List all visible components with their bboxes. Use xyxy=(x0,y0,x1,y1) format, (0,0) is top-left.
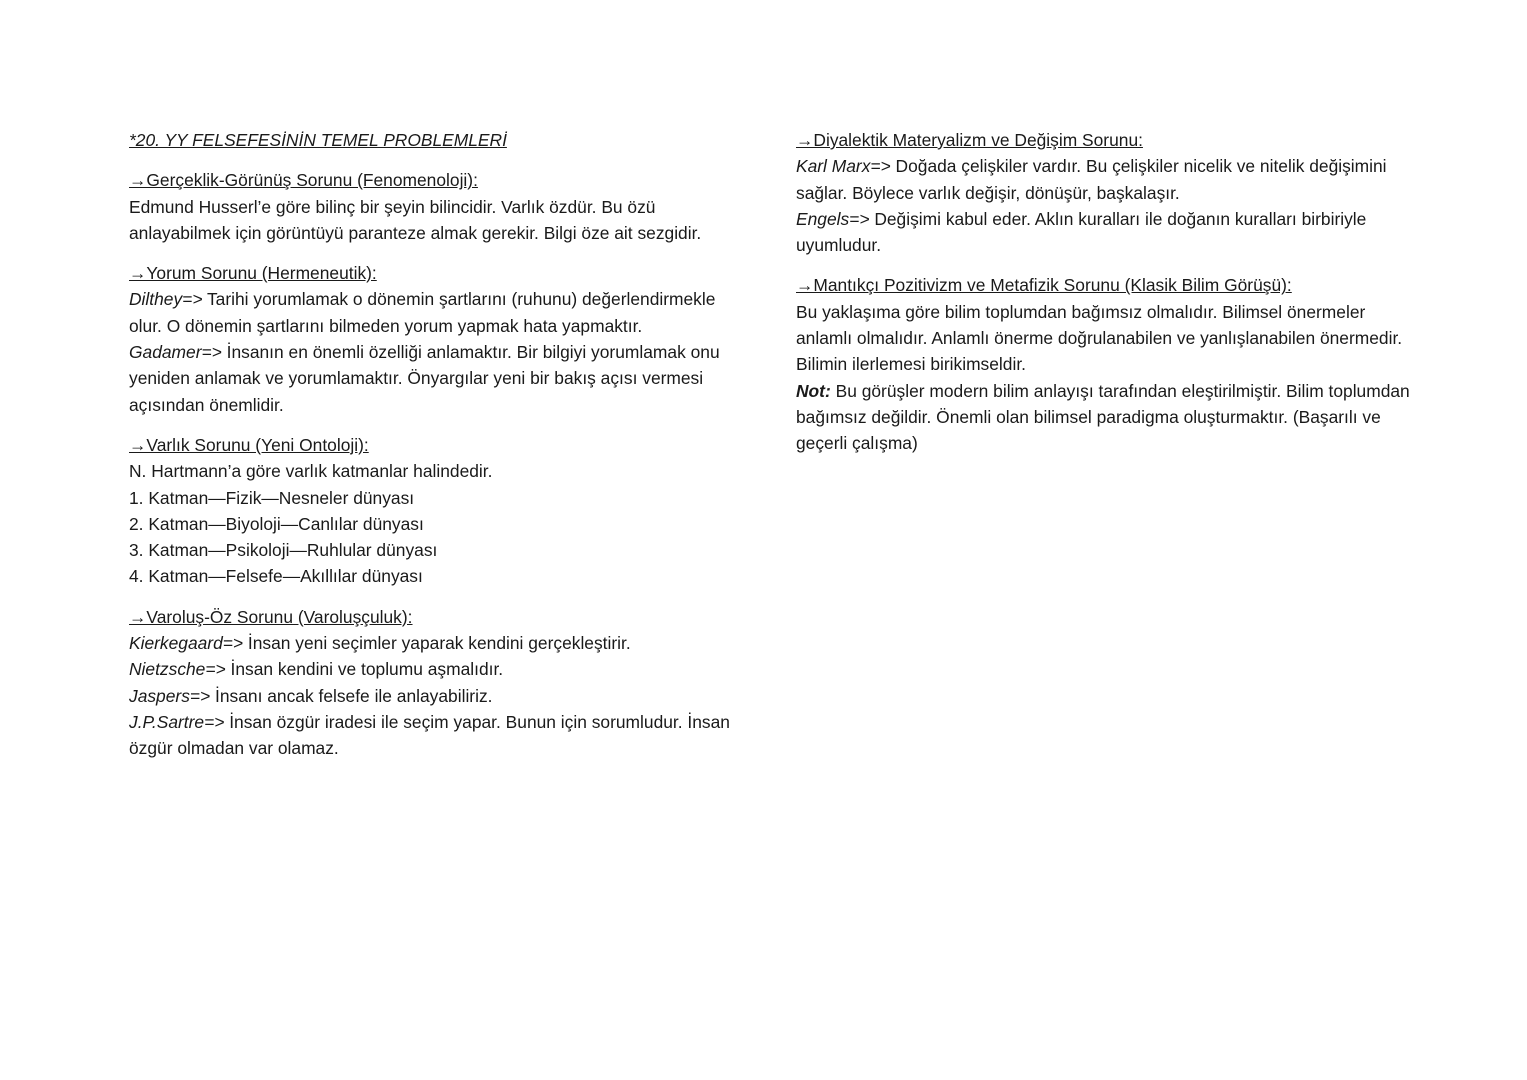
section-heading: →Diyalektik Materyalizm ve Değişim Sorunu: xyxy=(796,130,1143,150)
right-column xyxy=(796,127,1416,471)
philosopher-name: Engels=> xyxy=(796,208,870,229)
entry-dilthey xyxy=(129,286,749,339)
section-heading: →Gerçeklik-Görünüş Sorunu (Fenomenoloji): xyxy=(129,170,478,191)
philosopher-name: Dilthey=> xyxy=(129,289,203,310)
philosopher-name: Jaspers=> xyxy=(129,685,211,706)
entry-engels xyxy=(796,206,1416,259)
entry-sartre xyxy=(129,709,749,762)
philosopher-name: Kierkegaard=> xyxy=(129,633,244,654)
entry-nietzsche xyxy=(129,656,749,682)
note-text: Bu görüşler modern bilim anlayışı tarafından eleştirilmiştir. Bilim toplumdan bağımsız değildir. Önemli olan bilimsel paradigma oluşturmaktır. (Başarılı ve geçerli çalışma) xyxy=(796,380,1410,454)
section-heading: →Varoluş-Öz Sorunu (Varoluşçuluk): xyxy=(129,606,413,627)
entry-text: İnsan yeni seçimler yaparak kendini gerçekleştirir. xyxy=(243,633,631,654)
entry-text: İnsanın en önemli özelliği anlamaktır. Bir bilgiyi yorumlamak onu yeniden anlamak ve yorumlamaktır. Önyargılar yeni bir bakış açısı vermesi açısından önemlidir. xyxy=(129,342,720,415)
list-item: 1. Katman—Fizik—Nesneler dünyası xyxy=(129,487,415,508)
entry-text: İnsan özgür iradesi ile seçim yapar. Bunun için sorumludur. İnsan özgür olmadan var olamaz. xyxy=(129,711,730,759)
entry-text: Tarihi yorumlamak o dönemin şartlarını (ruhunu) değerlendirmekle olur. O dönemin şartlarını bilmeden yorum yapmak hata yapmaktır. xyxy=(129,289,716,336)
list-item: 4. Katman—Felsefe—Akıllılar dünyası xyxy=(129,566,423,587)
section-varolusculuk xyxy=(129,604,749,762)
list-item: 2. Katman—Biyoloji—Canlılar dünyası xyxy=(129,513,424,534)
philosopher-name: Gadamer=> xyxy=(129,342,222,363)
entry-text: İnsanı ancak felsefe ile anlayabiliriz. xyxy=(210,685,493,706)
entry-text: İnsan kendini ve toplumu aşmalıdır. xyxy=(225,659,504,680)
entry-kierkegaard xyxy=(129,630,749,656)
entry-gadamer xyxy=(129,339,749,418)
document-title: *20. YY FELSEFESİNİN TEMEL PROBLEMLERİ xyxy=(129,130,507,150)
section-fenomenoloji xyxy=(129,167,749,246)
left-column xyxy=(129,127,749,776)
philosopher-name: Karl Marx=> xyxy=(796,156,891,177)
entry-jaspers xyxy=(129,683,749,709)
entry-marx xyxy=(796,153,1416,206)
entry-text: Doğada çelişkiler vardır. Bu çelişkiler nicelik ve nitelik değişimini sağlar. Böylece varlık değişir, dönüşür, başkalaşır. xyxy=(796,156,1387,203)
section-diyalektik xyxy=(796,127,1416,258)
section-text: Bu yaklaşıma göre bilim toplumdan bağımsız olmalıdır. Bilimsel önermeler anlamlı olmalıdır. Anlamlı önerme doğrulanabilen ve yanlışlanabilen önermedir. Bilimin ilerlemesi birikimseldir. xyxy=(796,301,1403,375)
section-intro: N. Hartmann’a göre varlık katmanlar halindedir. xyxy=(129,461,493,482)
philosopher-name: Nietzsche=> xyxy=(129,659,226,680)
philosopher-name: J.P.Sartre=> xyxy=(129,711,225,732)
section-heading: →Varlık Sorunu (Yeni Ontoloji): xyxy=(129,434,369,455)
section-heading: →Yorum Sorunu (Hermeneutik): xyxy=(129,263,377,284)
note-label: Not: xyxy=(796,380,831,401)
section-heading: →Mantıkçı Pozitivizm ve Metafizik Sorunu (Klasik Bilim Görüşü): xyxy=(796,275,1292,296)
section-hermeneutik xyxy=(129,260,749,418)
layer-list xyxy=(129,485,749,590)
section-text: Edmund Husserl’e göre bilinç bir şeyin bilincidir. Varlık özdür. Bu özü anlayabilmek için görüntüyü paranteze almak gerekir. Bilgi öze ait sezgidir. xyxy=(129,196,702,243)
section-ontoloji xyxy=(129,432,749,590)
entry-text: Değişimi kabul eder. Aklın kuralları ile doğanın kuralları birbiriyle uyumludur. xyxy=(796,208,1367,256)
note xyxy=(796,378,1416,457)
list-item: 3. Katman—Psikoloji—Ruhlular dünyası xyxy=(129,540,438,561)
section-pozitivizm xyxy=(796,272,1416,456)
